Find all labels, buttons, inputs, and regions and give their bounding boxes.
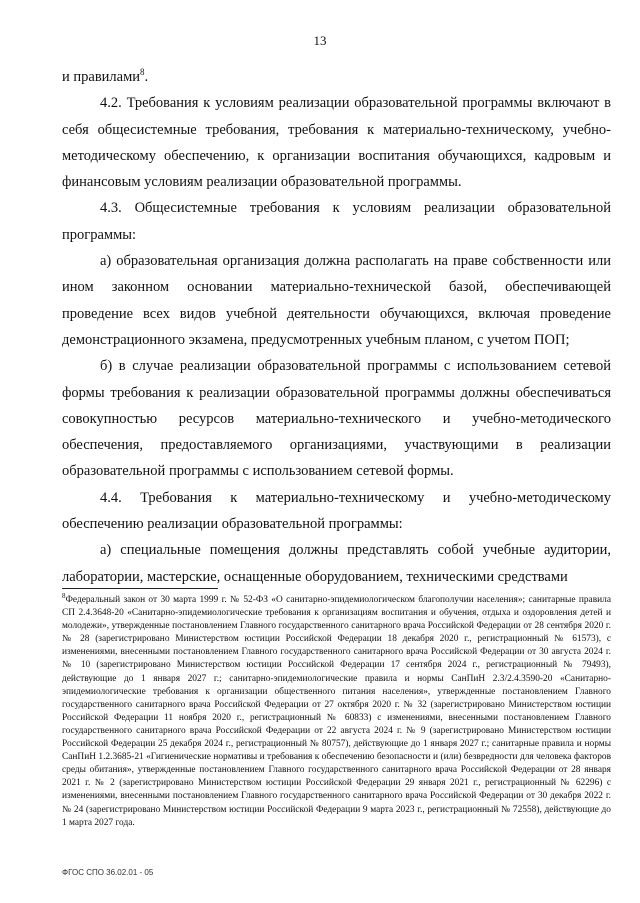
- footnote-reference[interactable]: 8: [140, 67, 145, 78]
- document-code: ФГОС СПО 36.02.01 - 05: [62, 868, 154, 877]
- paragraph-4-2: 4.2. Требования к условиям реализации образовательной программы включают в себя общесистемные требования, требования к материально-техническому, учебно-методическому обеспечению, к организации воспитания обучающихся, кадровым и финансовым условиям реализации образовательной программы.: [62, 95, 611, 191]
- page-number: 13: [313, 33, 327, 48]
- paragraph-text: и правилами: [62, 69, 141, 85]
- paragraph-4-3-a: а) образовательная организация должна располагать на праве собственности или ином законном основании материально-технической базой, обеспечивающей проведение всех видов учебной деятельности обучающихся, включая проведение демонстрационного экзамена, предусмотренных учебным планом, с учетом ПОП;: [62, 253, 611, 348]
- paragraph-4-3: 4.3. Общесистемные требования к условиям реализации образовательной программы:: [62, 200, 611, 243]
- paragraph-4-4: 4.4. Требования к материально-техническому и учебно-методическому обеспечению реализации образовательной программы:: [62, 489, 611, 533]
- paragraph-end: .: [144, 69, 149, 85]
- footnote: [62, 591, 611, 830]
- footnote-divider: [62, 588, 218, 589]
- paragraph-4-4-a: а) специальные помещения должны представлять собой учебные аудитории, лаборатории, мастерские, оснащенные оборудованием, техническими средствами: [62, 542, 611, 585]
- paragraph-4-3-b: б) в случае реализации образовательной программы с использованием сетевой формы требования к реализации образовательной программы должны обеспечиваться совокупностью ресурсов материально-технического и учебно-методического обеспечения, предоставляемого организациями, участвующими в реализации образовательной программы с использованием сетевой формы.: [62, 358, 611, 480]
- main-text: [62, 64, 611, 590]
- footnote-text: Федеральный закон от 30 марта 1999 г. № 52-ФЗ «О санитарно-эпидемиологическом благополучии населения»; санитарные правила СП 2.4.3648-20 «Санитарно-эпидемиологические требования к организациям воспитания и обучения, отдыха и оздоровления детей и молодежи», утвержденные постановлением Главного государственного санитарного врача Российской Федерации от 28 сентября 2020 г. № 28 (зарегистрировано Министерством юстиции Российской Федерации 18 декабря 2020 г., регистрационный № 61573), с изменениями, внесенными постановлением Главного государственного санитарного врача Российской Федерации от 30 августа 2024 г. № 10 (зарегистрировано Министерством юстиции Российской Федерации 17 сентября 2024 г., регистрационный № 79493), действующие до 1 января 2027 г.; санитарно-эпидемиологические правила и нормы СанПиН 2.3/2.4.3590-20 «Санитарно-эпидемиологические требования к организации общественного питания населения», утвержденные постановлением Главного государственного санитарного врача Российской Федерации от 27 октября 2020 г. № 32 (зарегистрировано Министерством юстиции Российской Федерации 11 ноября 2020 г., регистрационный № 60833) с изменениями, внесенными постановлением Главного государственного санитарного врача Российской Федерации от 22 августа 2024 г. № 9 (зарегистрировано Министерством юстиции Российской Федерации 25 декабря 2024 г., регистрационный № 80757), действующие до 1 января 2027 г.; санитарные правила и нормы СанПиН 1.2.3685-21 «Гигиенические нормативы и требования к обеспечению безопасности и (или) безвредности для человека факторов среды обитания», утвержденные постановлением Главного государственного санитарного врача Российской Федерации от 28 января 2021 г. № 2 (зарегистрировано Министерством юстиции Российской Федерации 29 января 2021 г., регистрационный № 62296) с изменениями, внесенными постановлением Главного государственного санитарного врача Российской Федерации от 30 декабря 2022 г. № 24 (зарегистрировано Министерством юстиции Российской Федерации 9 марта 2023 г., регистрационный № 72558), действующие до 1 марта 2027 года.: [62, 595, 611, 828]
- paragraph-continuation: [62, 64, 611, 90]
- footnote-marker: 8: [62, 591, 66, 600]
